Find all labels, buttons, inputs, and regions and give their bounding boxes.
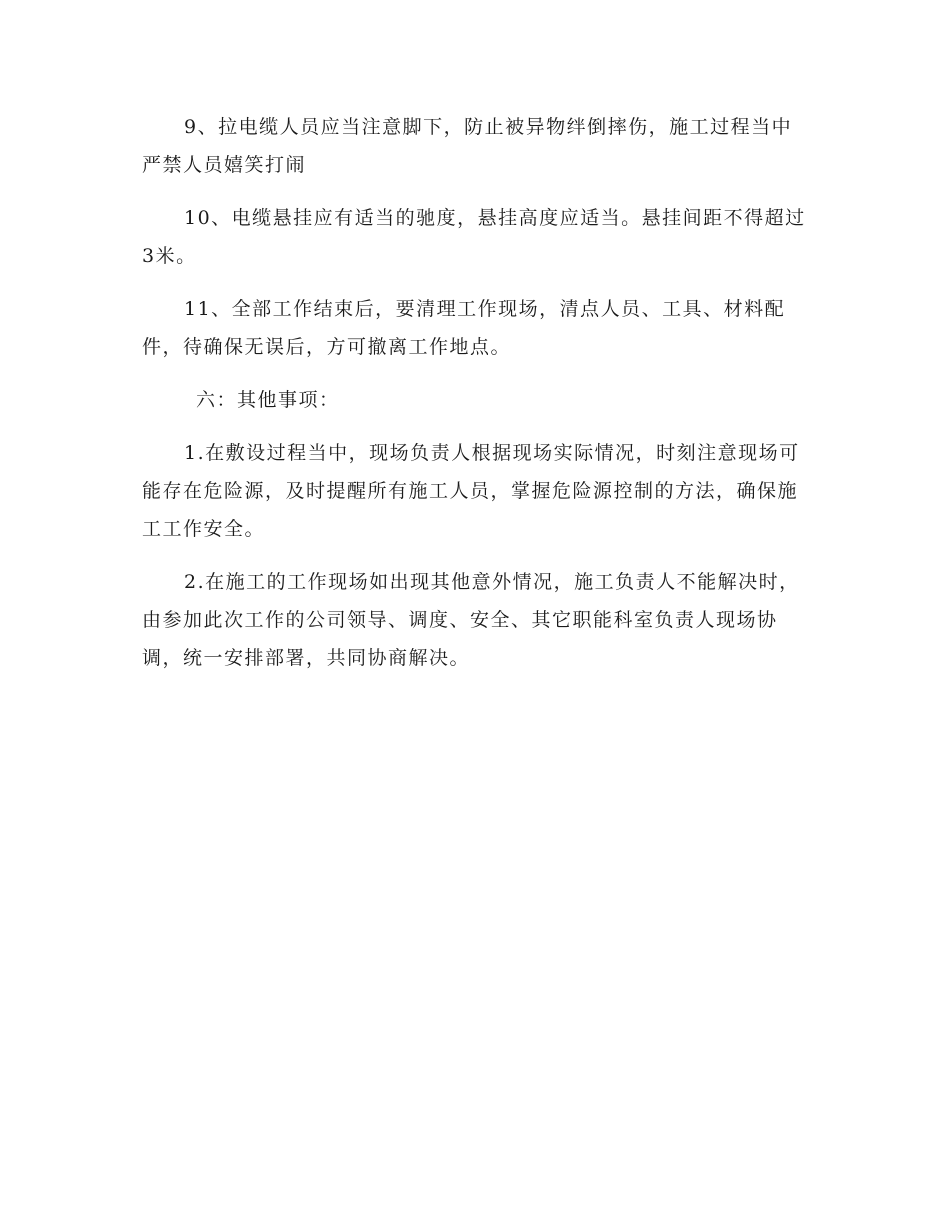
document-body xyxy=(142,108,810,677)
paragraph-item-9: 9、拉电缆人员应当注意脚下，防止被异物绊倒摔伤，施工过程当中严禁人员嬉笑打闹 xyxy=(142,116,793,176)
paragraph-item-10: 10、电缆悬挂应有适当的驰度，悬挂高度应适当。悬挂间距不得超过3米。 xyxy=(142,207,806,267)
paragraph-other-matters-1: 1.在敷设过程当中，现场负责人根据现场实际情况，时刻注意现场可能存在危险源，及时提醒所有施工人员，掌握危险源控制的方法，确保施工工作安全。 xyxy=(142,442,800,540)
paragraph-item-11: 11、全部工作结束后，要清理工作现场，清点人员、工具、材料配件，待确保无误后，方可撤离工作地点。 xyxy=(142,298,786,358)
paragraph-other-matters-2: 2.在施工的工作现场如出现其他意外情况，施工负责人不能解决时，由参加此次工作的公司领导、调度、安全、其它职能科室负责人现场协调，统一安排部署，共同协商解决。 xyxy=(142,571,800,669)
section-heading-other-matters: 六：其他事项： xyxy=(196,389,340,411)
